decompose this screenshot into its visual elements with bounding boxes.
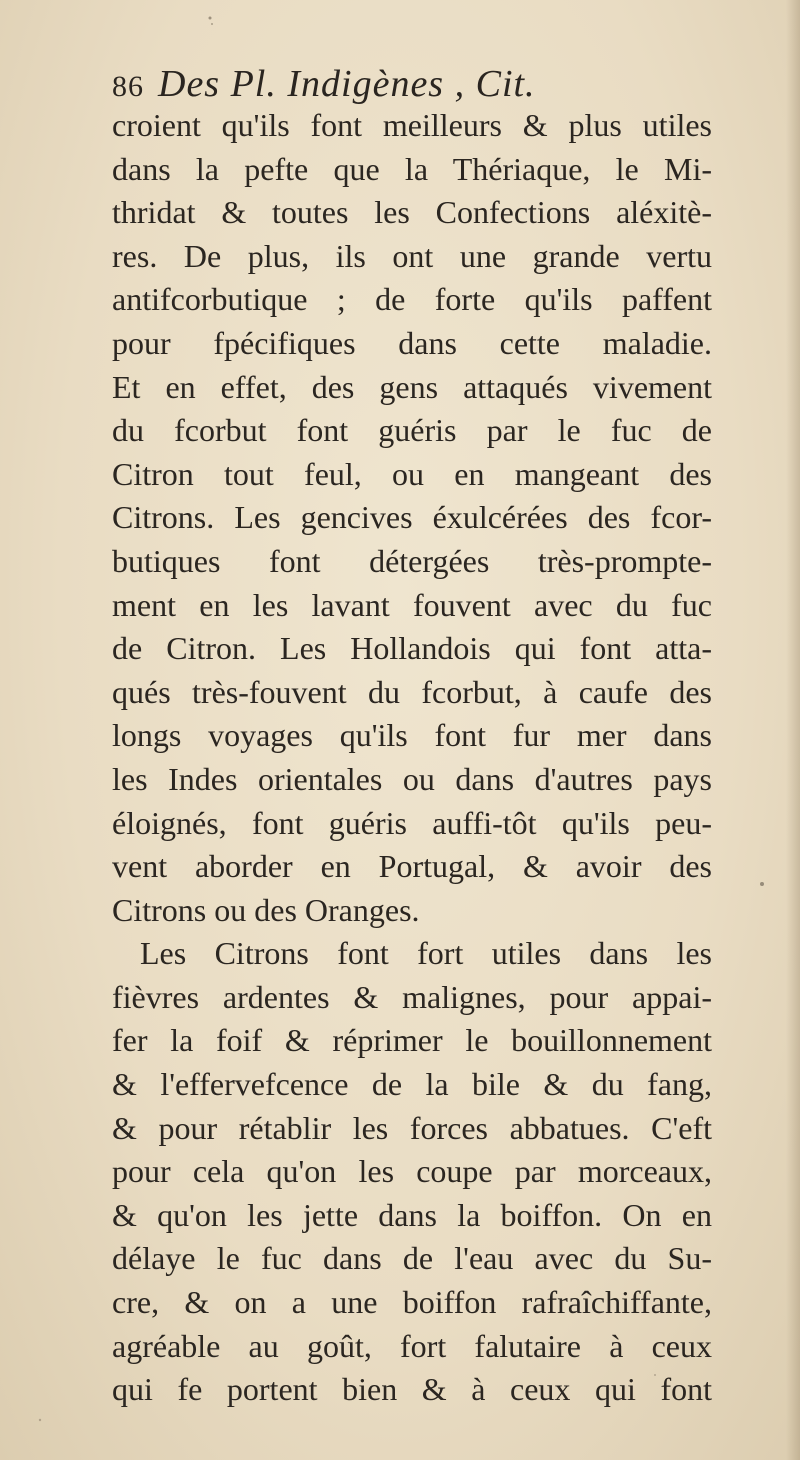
text-line: longs voyages qu'ils font fur mer dans — [112, 717, 712, 754]
text-line: Citrons ou des Oranges. — [112, 891, 420, 928]
text-line: Et en effet, des gens attaqués vivement — [112, 368, 712, 405]
text-line: vent aborder en Portugal, & avoir des — [112, 848, 712, 885]
text-line: res. De plus, ils ont une grande vertu — [112, 237, 712, 274]
text-line: qui fe portent bien & à ceux qui font — [112, 1371, 712, 1408]
text-line: du fcorbut font guéris par le fuc de — [112, 412, 712, 449]
text-line: antifcorbutique ; de forte qu'ils paffent — [112, 281, 712, 318]
text-line: & qu'on les jette dans la boiffon. On en — [112, 1196, 712, 1233]
text-line: délaye le fuc dans de l'eau avec du Su- — [112, 1240, 712, 1277]
text-line: fer la foif & réprimer le bouillonnement — [112, 1022, 712, 1059]
text-line: dans la pefte que la Thériaque, le Mi- — [112, 150, 712, 187]
text-line: les Indes orientales ou dans d'autres pays — [112, 760, 712, 797]
text-line: thridat & toutes les Confections aléxitè- — [112, 194, 712, 231]
text-line: éloignés, font guéris auffi-tôt qu'ils peu- — [112, 804, 712, 841]
text-line: butiques font détergées très-prompte- — [112, 542, 712, 579]
text-line: qués très-fouvent du fcorbut, à caufe des — [112, 673, 712, 710]
text-line: cre, & on a une boiffon rafraîchiffante, — [112, 1284, 712, 1321]
page-number: 86 — [112, 70, 144, 103]
text-line: pour fpécifiques dans cette maladie. — [112, 324, 712, 361]
text-line: de Citron. Les Hollandois qui font atta- — [112, 630, 712, 667]
text-line: & l'effervefcence de la bile & du fang, — [112, 1066, 712, 1103]
running-title: Des Pl. Indigènes , Cit. — [158, 63, 536, 105]
text-line: agréable au goût, fort falutaire à ceux — [112, 1327, 712, 1364]
text-line: croient qu'ils font meilleurs & plus utiles — [112, 107, 712, 143]
text-line: Citron tout feul, ou en mangeant des — [112, 455, 712, 492]
text-line: Citrons. Les gencives éxulcérées des fcor- — [112, 499, 712, 536]
text-line: ment en les lavant fouvent avec du fuc — [112, 586, 712, 623]
text-line: Les Citrons font fort utiles dans les — [140, 935, 712, 972]
text-line: pour cela qu'on les coupe par morceaux, — [112, 1153, 712, 1190]
text-line: fièvres ardentes & malignes, pour appai- — [112, 978, 712, 1015]
text-line: & pour rétablir les forces abbatues. C'eft — [112, 1109, 712, 1146]
